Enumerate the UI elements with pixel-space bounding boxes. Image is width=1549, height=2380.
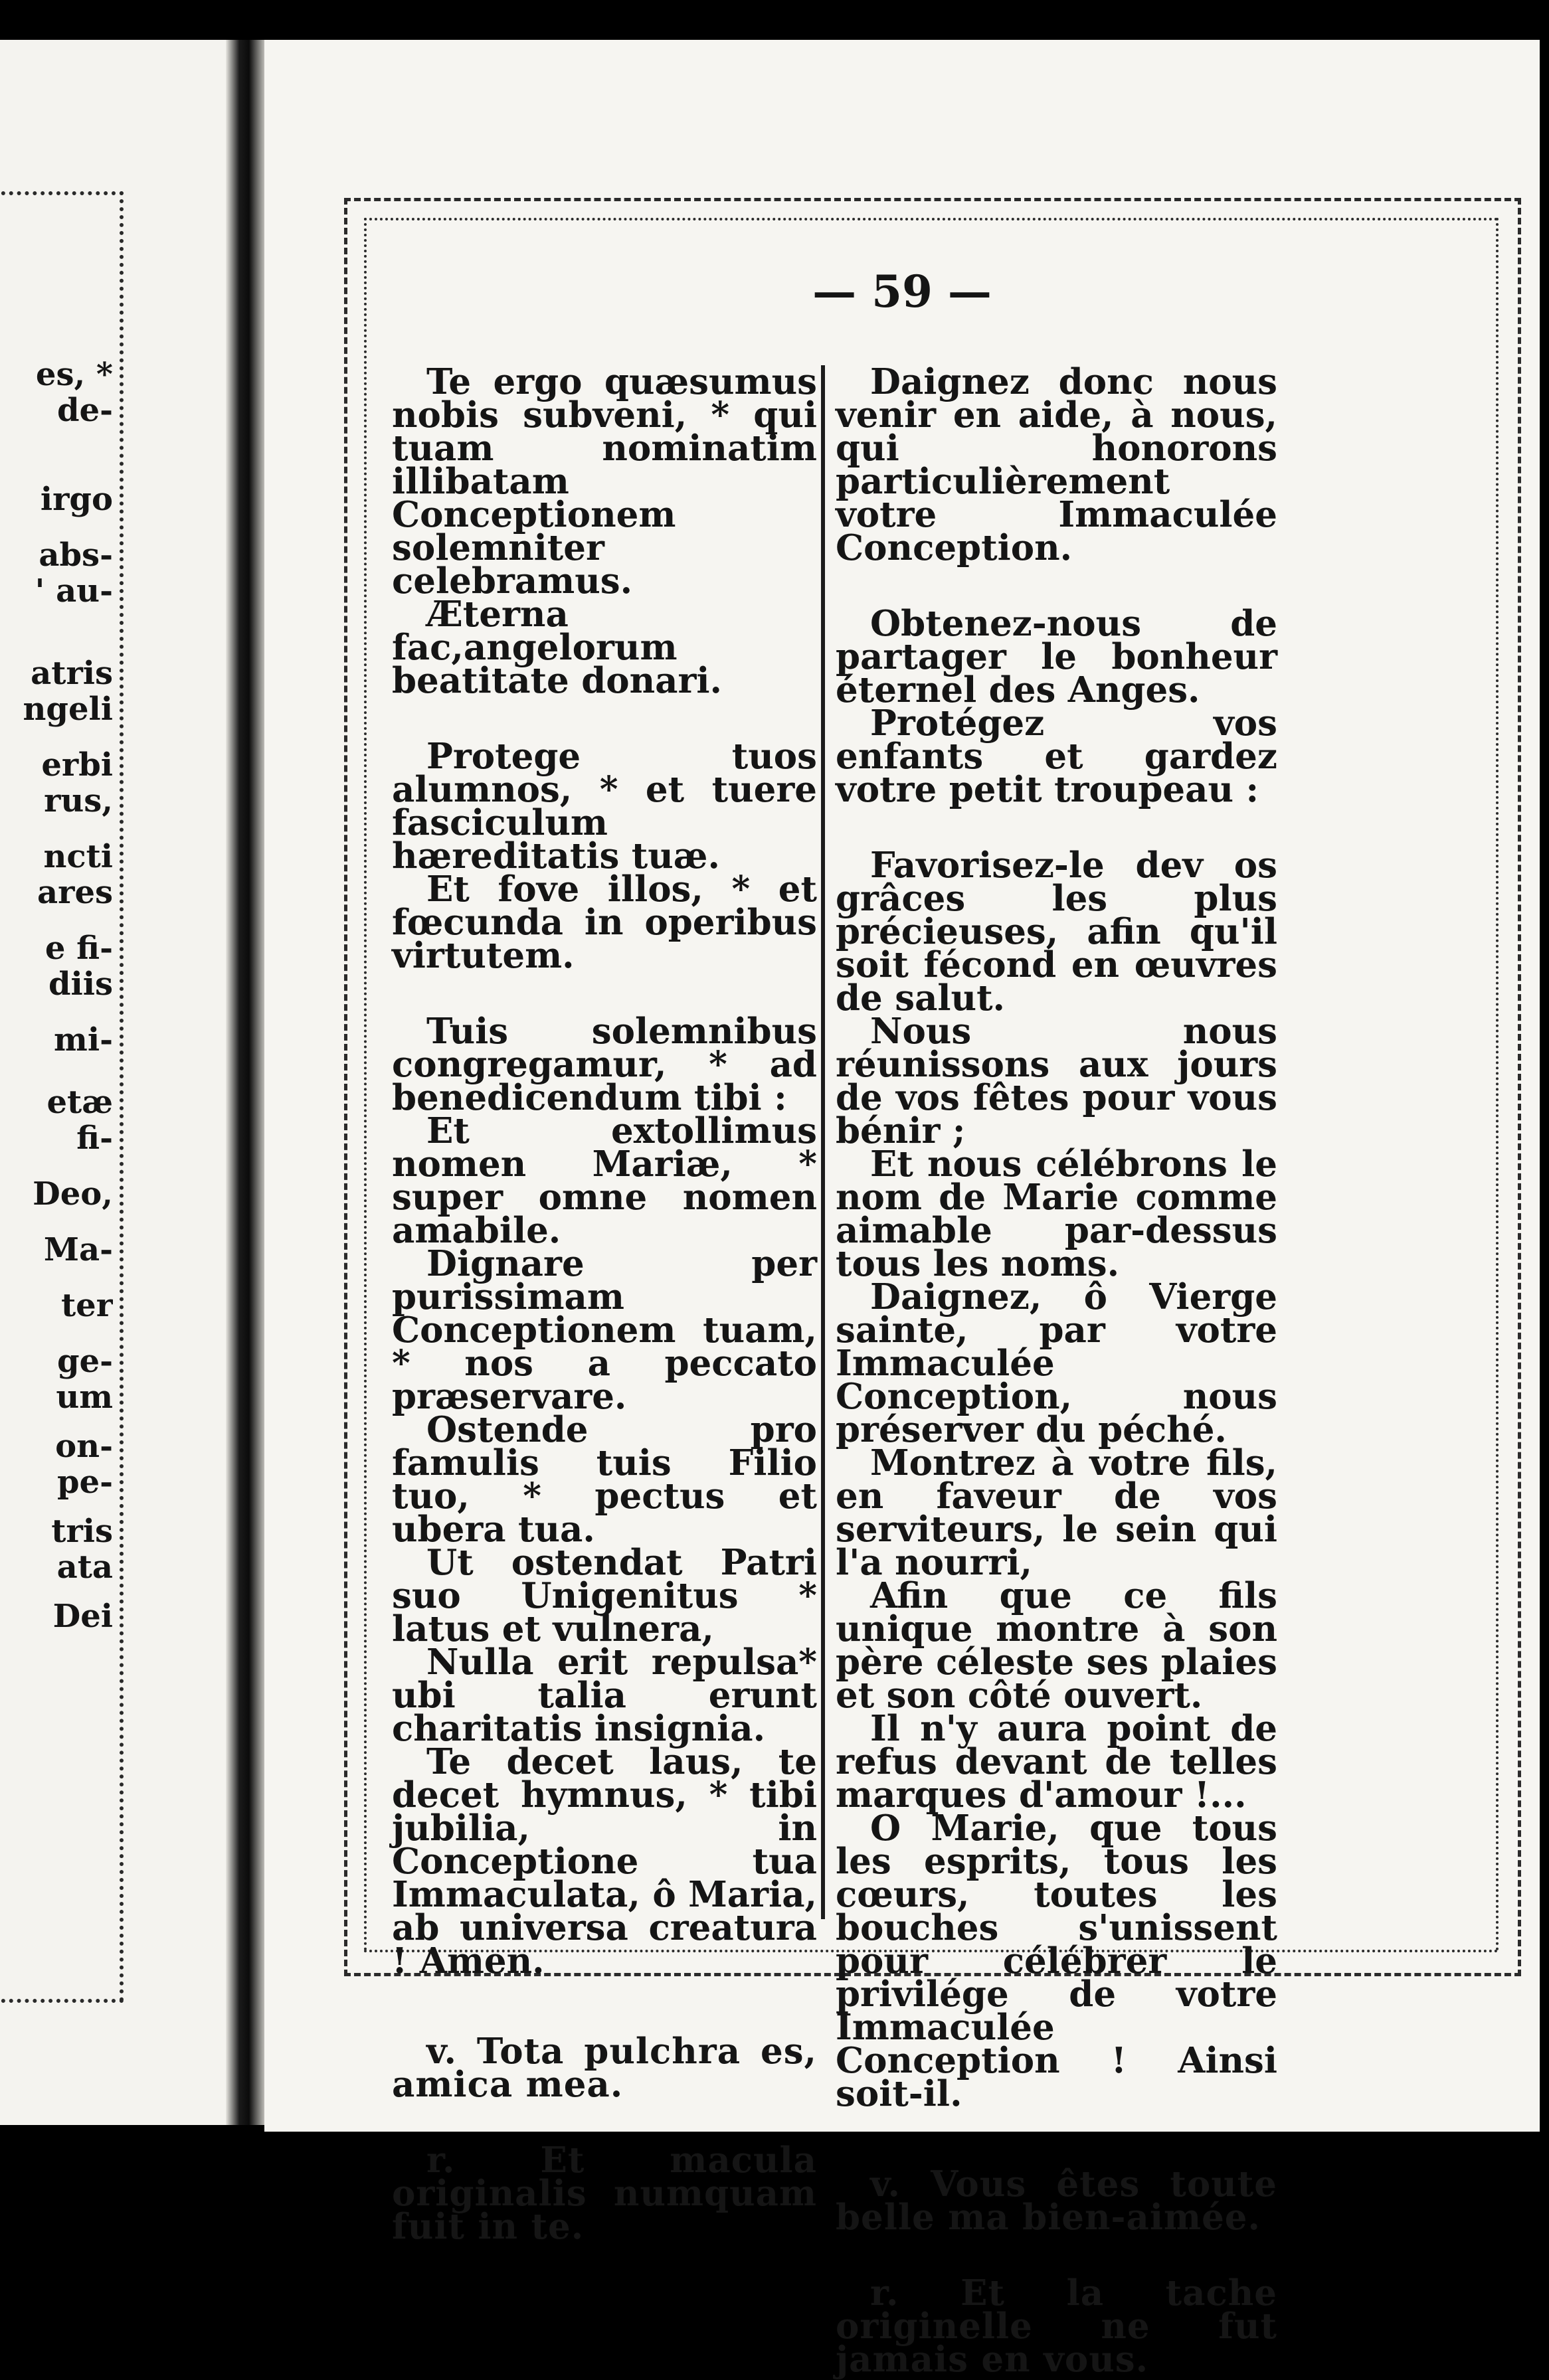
fragment-line: ter (61, 1290, 113, 1324)
french-column (836, 361, 1277, 2380)
latin-verse: Dignare per purissimam Conceptionem tuam, * nos a peccato præservare. (392, 1243, 817, 1417)
fragment-line: um (56, 1381, 113, 1416)
fragment-line: ngeli (23, 693, 113, 728)
fragment-line: mi- (54, 1024, 113, 1059)
french-verse: Et nous célébrons le nom de Marie comme aimable par-dessus tous les noms. (836, 1144, 1277, 1284)
latin-verse: Ostende pro famulis tuis Filio tuo, * pectus et ubera tua. (392, 1409, 817, 1550)
fragment-line: irgo (40, 483, 113, 518)
fragment-line: erbi (41, 749, 113, 784)
fragment-line: ge- (56, 1345, 113, 1380)
french-verse: Favorisez-le dev os grâces les plus précieuses, afin qu'il soit fécond en œuvres de salut. (836, 845, 1277, 1019)
french-verse: Nous nous réunissons aux jours de vos fêtes pour vous bénir ; (836, 1011, 1277, 1151)
fragment-line: tris (51, 1515, 113, 1550)
response: r. Et macula originalis numquam fuit in te. (392, 2140, 817, 2247)
fragment-line: Ma- (43, 1234, 113, 1268)
french-verse: O Marie, que tous les esprits, tous les cœurs, toutes les bouches s'unissent pour célébrer le privilége de votre Immaculée Conception ! Ainsi soit-il. (836, 1808, 1277, 2114)
french-verse: Daignez donc nous venir en aide, à nous, qui honorons particulièrement votre Immaculée Conception. (836, 361, 1277, 568)
fragment-line: etæ (46, 1086, 113, 1121)
fragment-line: atris (31, 657, 113, 692)
fragment-line: ' au- (35, 575, 113, 610)
latin-verse: Et extollimus nomen Mariæ, * super omne nomen amabile. (392, 1110, 817, 1251)
book-gutter (226, 40, 264, 2125)
latin-verse: Ut ostendat Patri suo Unigenitus * latus et vulnera, (392, 1542, 817, 1650)
french-verse: Daignez, ô Vierge sainte, par votre Immaculée Conception, nous préserver du péché. (836, 1276, 1277, 1450)
latin-verse: Tuis solemnibus congregamur, * ad benedicendum tibi : (392, 1011, 817, 1118)
previous-page-text (0, 359, 113, 1636)
fragment-line: pe- (56, 1466, 113, 1501)
previous-page-fragment (0, 40, 226, 2125)
latin-verse: Protege tuos alumnos, * et tuere fasciculum hæreditatis tuæ. (392, 736, 817, 877)
fragment-line: rus, (44, 785, 113, 819)
latin-verse: Nulla erit repulsa* ubi talia erunt charitatis insignia. (392, 1642, 817, 1749)
fragment-line: ncti (43, 841, 113, 875)
versicle: v. Vous êtes toute belle ma bien-aimée. (836, 2164, 1277, 2238)
fragment-line: abs- (39, 539, 113, 574)
latin-verse: Te decet laus, te decet hymnus, * tibi jubilia, in Conceptione tua Immaculata, ô Maria, ab universa creatura ! Amen. (392, 1741, 817, 1982)
fragment-line: Dei (52, 1600, 113, 1635)
fragment-line: de- (56, 394, 113, 429)
fragment-line: Deo, (33, 1178, 113, 1213)
fragment-line: es, * (35, 359, 113, 393)
fragment-line: on- (55, 1430, 113, 1465)
column-divider (821, 365, 825, 1919)
response: r. Et la tache originelle ne fut jamais en vous. (836, 2272, 1277, 2380)
french-verse: Protégez vos enfants et gardez votre petit troupeau : (836, 703, 1277, 810)
latin-verse: Te ergo quæsumus nobis subveni, * qui tuam nominatim illibatam Conceptionem solemniter celebramus. (392, 361, 817, 602)
page-number: — 59 — (812, 266, 992, 317)
fragment-line: diis (48, 968, 113, 1003)
fragment-line: fi- (76, 1122, 113, 1157)
french-verse: Afin que ce fils unique montre à son père céleste ses plaies et son côté ouvert. (836, 1575, 1277, 1716)
french-verse: Il n'y aura point de refus devant de telles marques d'amour !... (836, 1708, 1277, 1816)
fragment-line: ares (37, 877, 113, 911)
latin-verse: Æterna fac,angelorum beatitate donari. (392, 594, 723, 701)
fragment-line: e fi- (45, 932, 113, 967)
fragment-line: ata (56, 1551, 113, 1586)
versicle: v. Tota pulchra es, amica mea. (392, 2031, 817, 2105)
french-verse: Montrez à votre fils, en faveur de vos serviteurs, le sein qui l'a nourri, (836, 1442, 1277, 1583)
latin-verse: Et fove illos, * et fœcunda in operibus virtutem. (392, 869, 817, 976)
french-verse: Obtenez-nous de partager le bonheur éternel des Anges. (836, 603, 1277, 711)
book-page (264, 40, 1540, 2380)
latin-column (392, 361, 817, 2247)
